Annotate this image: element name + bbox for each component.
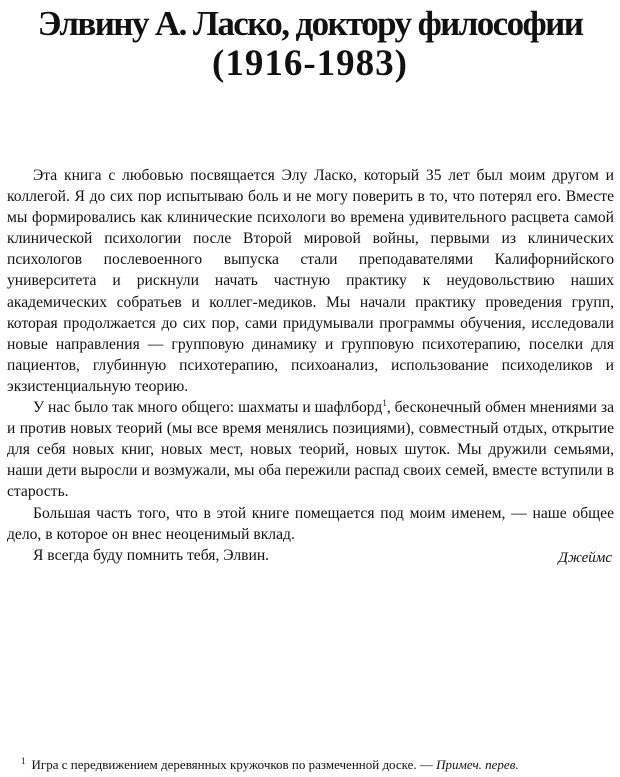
paragraph-1 <box>7 165 614 397</box>
footnote-text: Игра с передвижением деревянных кружочков по размеченной доске. — <box>31 757 433 772</box>
footnote <box>21 757 616 773</box>
paragraph-4-text: Я всегда буду помнить тебя, Элвин. <box>33 546 270 564</box>
paragraph-4 <box>7 545 614 566</box>
dedication-body <box>7 165 614 566</box>
dedication-title <box>0 4 620 84</box>
paragraph-3 <box>7 503 614 545</box>
title-name-line: Элвину А. Ласко, доктору философии <box>37 4 583 43</box>
signature: Джеймс <box>558 550 612 566</box>
footnote-marker: 1 <box>21 755 26 766</box>
paragraph-2-text-end: , бесконечный обмен мнениями за и против новых теорий (мы все время менялись позициями), совместный отдых, открытие для себя новых книг, новых мест, новых теорий, новых шуток. Мы дружили семьями, наши дети выросли и возмужали, мы оба пережили распад своих семей, вместе вступили в старость. <box>7 399 614 501</box>
paragraph-2 <box>7 397 614 502</box>
paragraph-2-text-start: У нас было так много общего: шахматы и шафлборд <box>33 399 383 417</box>
footnote-translator-note: Примеч. перев. <box>436 757 519 772</box>
paragraph-1-text: Эта книга с любовью посвящается Элу Ласко, который 35 лет был моим другом и коллегой. Я до сих пор испытываю боль и не могу поверить в то, что потерял его. Вместе мы формировались как клинические психологи во времена удивительного расцвета самой клинической психологии после Второй мировой войны, первыми из клинических психологов послевоенного выпуска стали преподавателями Калифорнийского университета и рискнули начать частную практику к неудовольствию наших академических собратьев и коллег-медиков. Мы начали практику проведения групп, которая продолжается до сих пор, сами придумывали программы обучения, исследовали новые направления — групповую динамику и групповую психотерапию, поселки для пациентов, глубинную психотерапию, психоанализ, использование психоделиков и экзистенциальную теорию. <box>7 167 614 395</box>
title-years-line: (1916-1983) <box>212 43 408 84</box>
paragraph-3-text: Большая часть того, что в этой книге помещается под моим именем, — наше общее дело, в которое он внес неоценимый вклад. <box>7 504 614 543</box>
footnote-reference: 1 <box>382 397 387 408</box>
